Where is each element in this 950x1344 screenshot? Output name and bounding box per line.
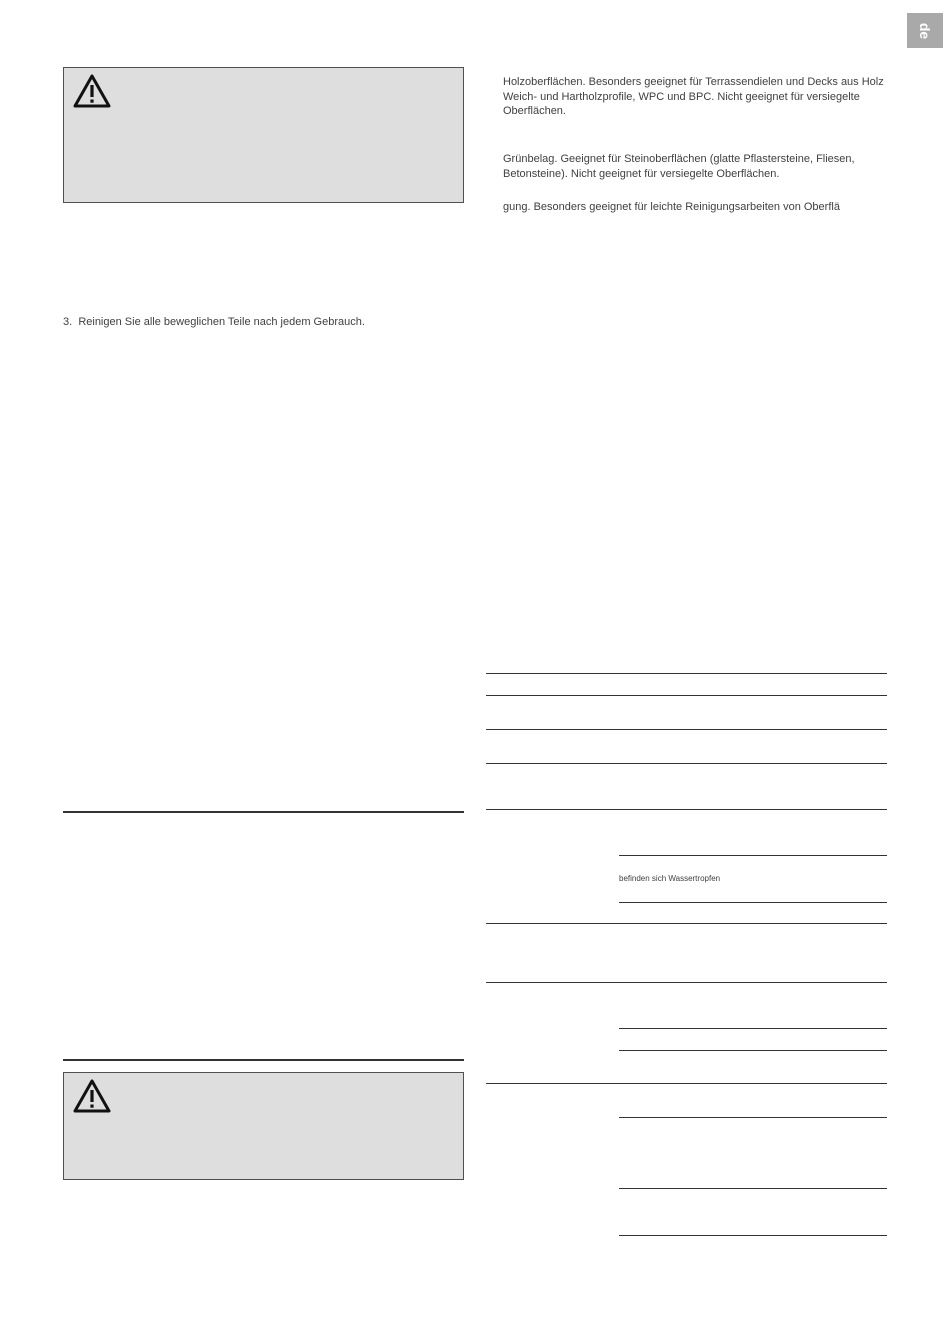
language-tab-label: de <box>917 22 933 39</box>
table-rule <box>619 855 887 856</box>
paragraph-wood-surfaces: Holzoberflächen. Besonders geeignet für Terrassendielen und Decks aus Holz Weich- und Hartholzprofile, WPC und BPC. Nicht geeignet für versiegelte Oberflächen. <box>503 76 884 117</box>
table-rule <box>619 1188 887 1189</box>
step-3-text: Reinigen Sie alle beweglichen Teile nach jedem Gebrauch. <box>78 316 365 328</box>
paragraph-light-cleaning: gung. Besonders geeignet für leichte Reinigungsarbeiten von Oberflä <box>503 201 840 213</box>
warning-box-top <box>63 67 464 203</box>
table-cell-text: befinden sich Wassertropfen <box>619 874 721 883</box>
table-rule <box>486 982 887 983</box>
step-3-number: 3. <box>63 316 73 328</box>
table-rule <box>619 1050 887 1051</box>
table-rule <box>486 729 887 730</box>
table-rule <box>486 763 887 764</box>
table-rule <box>486 809 887 810</box>
warning-triangle-icon <box>72 1078 112 1114</box>
table-rule <box>486 1083 887 1084</box>
table-rule <box>619 902 887 903</box>
warning-box-bottom <box>63 1072 464 1180</box>
table-rule <box>486 673 887 674</box>
table-rule <box>619 1028 887 1029</box>
section-divider <box>63 811 464 813</box>
paragraph-green-deposits: Grünbelag. Geeignet für Steinoberflächen (glatte Pflastersteine, Fliesen, Betonsteine). Nicht geeignet für versiegelte Oberflächen. <box>503 153 855 180</box>
table-rule <box>619 1117 887 1118</box>
section-divider <box>63 1059 464 1061</box>
step-3 <box>63 315 463 330</box>
language-tab <box>907 13 943 48</box>
table-rule <box>619 1235 887 1236</box>
table-rule <box>486 923 887 924</box>
table-rule <box>486 695 887 696</box>
warning-triangle-icon <box>72 73 112 109</box>
